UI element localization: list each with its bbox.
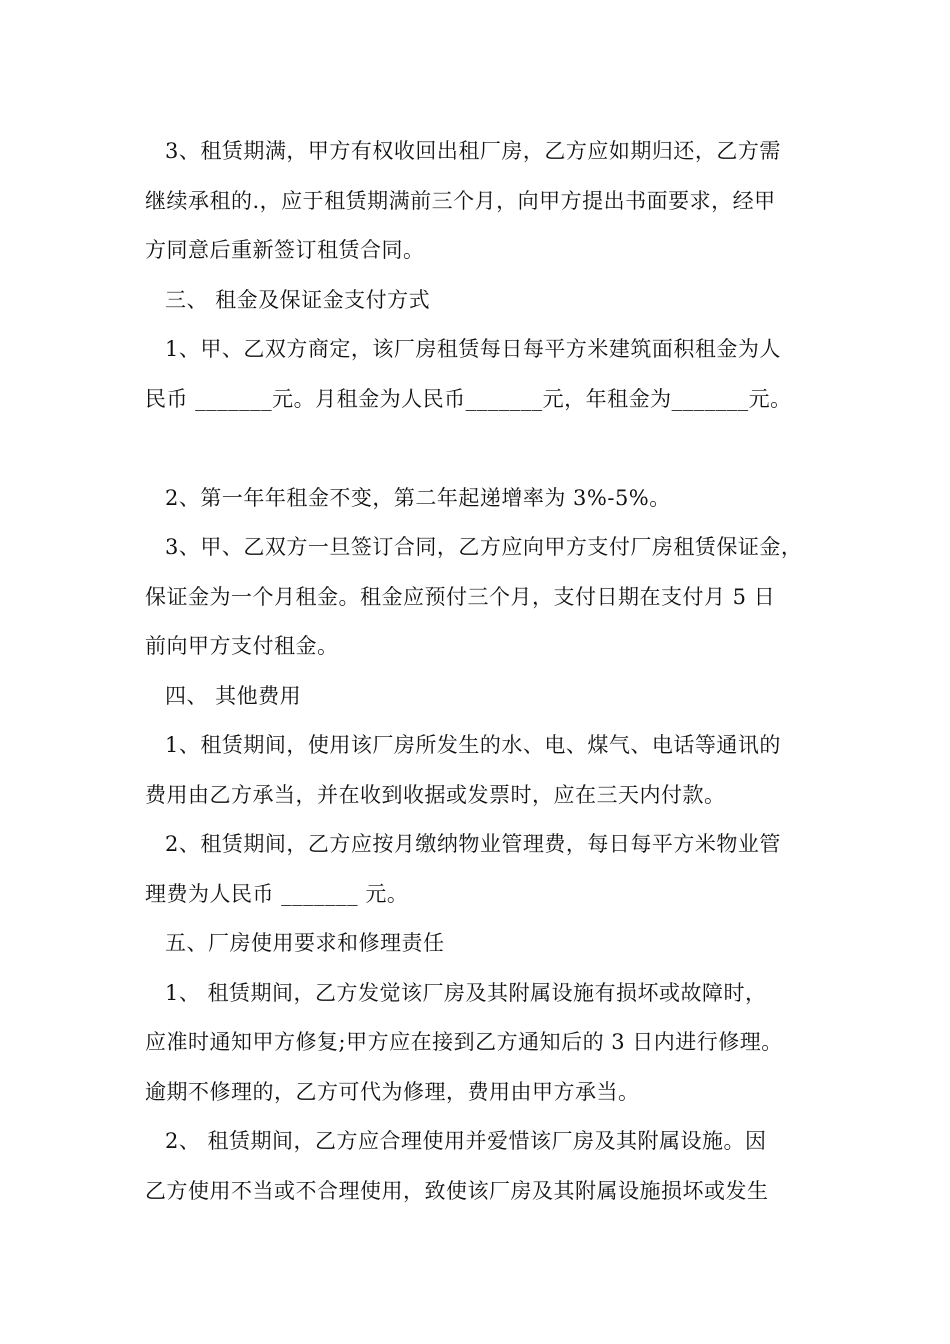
- paragraph-line: 理费为人民币 _______ 元。: [145, 881, 409, 906]
- section-heading: 四、 其他费用: [165, 683, 302, 708]
- paragraph-line: 费用由乙方承当，并在收到收据或发票时，应在三天内付款。: [145, 782, 726, 807]
- paragraph-line: 方同意后重新签订租赁合同。: [145, 238, 425, 262]
- section-heading: 三、 租金及保证金支付方式: [165, 287, 431, 312]
- paragraph-line: 应准时通知甲方修复;甲方应在接到乙方通知后的 3 日内进行修理。: [145, 1030, 783, 1054]
- paragraph-line: 2、第一年年租金不变，第二年起递增率为 3%-5%。: [165, 485, 671, 510]
- paragraph-line: 3、甲、乙双方一旦签订合同，乙方应向甲方支付厂房租赁保证金，: [165, 535, 803, 559]
- paragraph-line: 前向甲方支付租金。: [145, 634, 339, 658]
- document-body: [145, 127, 810, 1216]
- paragraph-line: 保证金为一个月租金。租金应预付三个月，支付日期在支付月 5 日: [145, 584, 776, 609]
- section-heading: 五、厂房使用要求和修理责任: [165, 931, 445, 955]
- paragraph-line: 乙方使用不当或不合理使用，致使该厂房及其附属设施损坏或发生: [145, 1178, 769, 1203]
- paragraph-line: 2、 租赁期间，乙方应合理使用并爱惜该厂房及其附属设施。因: [165, 1129, 767, 1153]
- paragraph-line: 1、租赁期间，使用该厂房所发生的水、电、煤气、电话等通讯的: [165, 733, 781, 757]
- blank-line: [145, 424, 810, 474]
- paragraph-line: 1、甲、乙双方商定，该厂房租赁每日每平方米建筑面积租金为人: [165, 337, 781, 361]
- paragraph-line: 3、租赁期满，甲方有权收回出租厂房，乙方应如期归还，乙方需: [165, 139, 781, 163]
- paragraph-line: 1、 租赁期间，乙方发觉该厂房及其附属设施有损坏或故障时，: [165, 980, 767, 1005]
- paragraph-line: 继续承租的.，应于租赁期满前三个月，向甲方提出书面要求，经甲: [145, 188, 776, 213]
- paragraph-line: 2、租赁期间，乙方应按月缴纳物业管理费，每日每平方米物业管: [165, 832, 781, 856]
- paragraph-line: 民币 _______元。月租金为人民币_______元，年租金为_______元。: [145, 386, 792, 411]
- paragraph-line: 逾期不修理的，乙方可代为修理，费用由甲方承当。: [145, 1079, 640, 1104]
